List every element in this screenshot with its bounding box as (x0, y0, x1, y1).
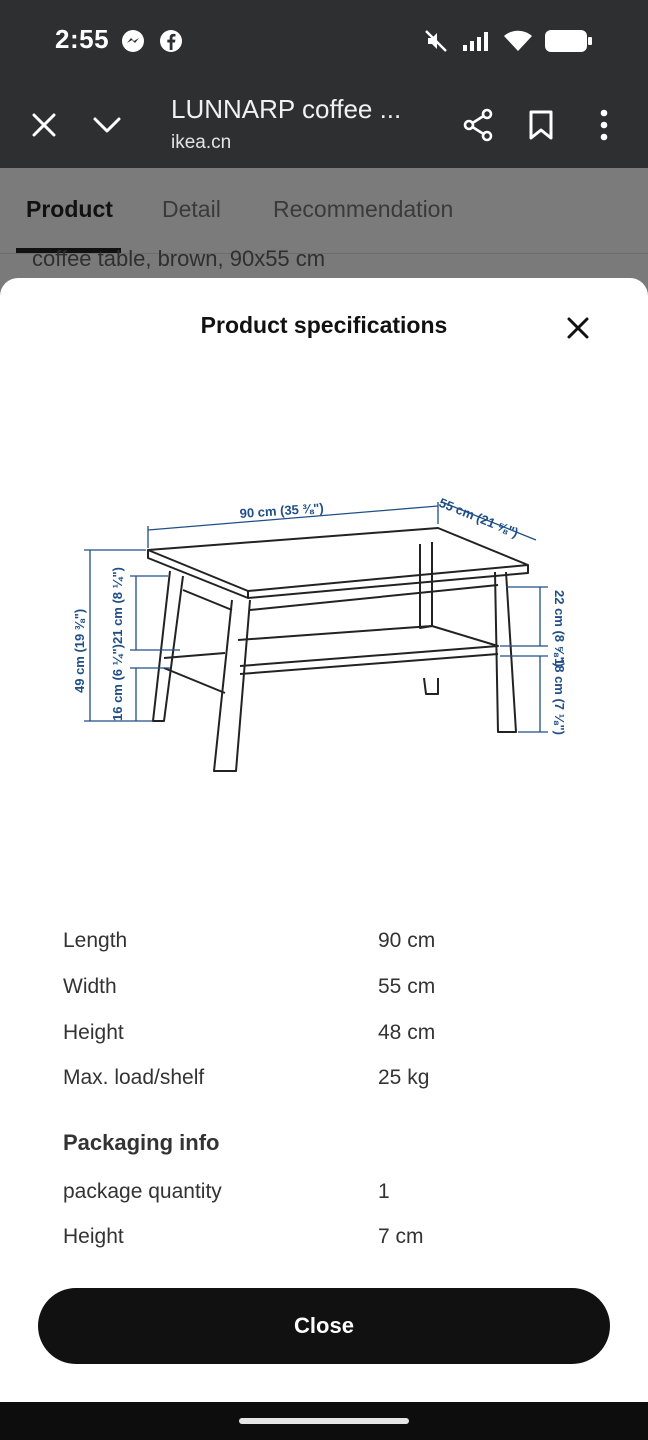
spec-value: 1 (378, 1180, 390, 1203)
page-url: ikea.cn (171, 132, 232, 153)
dimension-depth-label: 55 cm (21 ⅝") (436, 494, 521, 541)
dimension-total-height-label: 49 cm (19 ⅜") (72, 608, 87, 693)
sheet-title: Product specifications (200, 312, 448, 338)
dimension-right-upper-label: 22 cm (8 ⅝") (552, 590, 567, 667)
more-vert-icon (599, 109, 609, 141)
spec-label: Max. load/shelf (63, 1066, 205, 1089)
dimension-left-lower-label: 16 cm (6 ¼") (110, 644, 125, 721)
spec-label: Height (63, 1225, 124, 1248)
dimension-right-lower-label: 18 cm (7 ⅛") (552, 658, 567, 735)
minimize-button[interactable] (84, 102, 130, 148)
battery-icon (544, 28, 594, 54)
spec-label: Height (63, 1021, 124, 1044)
product-subtitle: coffee table, brown, 90x55 cm (32, 246, 326, 271)
close-icon (30, 111, 58, 139)
messenger-icon (120, 28, 146, 54)
home-indicator[interactable] (239, 1418, 409, 1424)
product-tabs (0, 168, 648, 254)
spec-row-width (63, 975, 603, 1005)
spec-row-max-load (63, 1066, 603, 1096)
close-button[interactable]: Close (38, 1288, 610, 1364)
spec-value: 7 cm (378, 1225, 424, 1248)
spec-label: Length (63, 929, 128, 952)
wifi-icon (503, 28, 529, 54)
signal-icon (462, 28, 488, 54)
bookmark-button[interactable] (518, 102, 564, 148)
tab-product[interactable]: Product (26, 196, 113, 222)
dimension-left-upper-label: 21 cm (8 ¼") (110, 567, 125, 644)
share-button[interactable] (455, 102, 501, 148)
chevron-down-icon (92, 115, 122, 135)
status-bar (0, 0, 648, 82)
spec-row-height (63, 1021, 603, 1051)
facebook-icon (158, 28, 184, 54)
close-tab-button[interactable] (21, 102, 67, 148)
tab-recommendation[interactable]: Recommendation (273, 196, 454, 222)
dimension-diagram (60, 478, 590, 788)
spec-label: package quantity (63, 1180, 222, 1203)
spec-value: 25 kg (378, 1066, 430, 1089)
share-icon (462, 108, 494, 142)
packaging-row-quantity (63, 1180, 603, 1210)
spec-value: 48 cm (378, 1021, 436, 1044)
dimension-length-label: 90 cm (35 ⅜") (239, 500, 325, 521)
spec-row-length (63, 929, 603, 959)
packaging-row-height (63, 1225, 603, 1255)
close-icon (566, 316, 590, 340)
spec-value: 55 cm (378, 975, 436, 998)
tab-detail[interactable]: Detail (162, 196, 221, 222)
bookmark-icon (528, 109, 554, 141)
spec-label: Width (63, 975, 117, 998)
page-title: LUNNARP coffee ... (171, 94, 402, 124)
spec-value: 90 cm (378, 929, 436, 952)
sheet-close-icon-button[interactable] (560, 310, 596, 346)
status-time: 2:55 (55, 24, 110, 54)
browser-toolbar (0, 82, 648, 168)
packaging-info-heading: Packaging info (63, 1130, 220, 1155)
product-specifications-sheet (0, 278, 648, 1402)
system-nav-bar (0, 1402, 648, 1440)
mute-icon (423, 28, 449, 54)
more-options-button[interactable] (581, 102, 627, 148)
